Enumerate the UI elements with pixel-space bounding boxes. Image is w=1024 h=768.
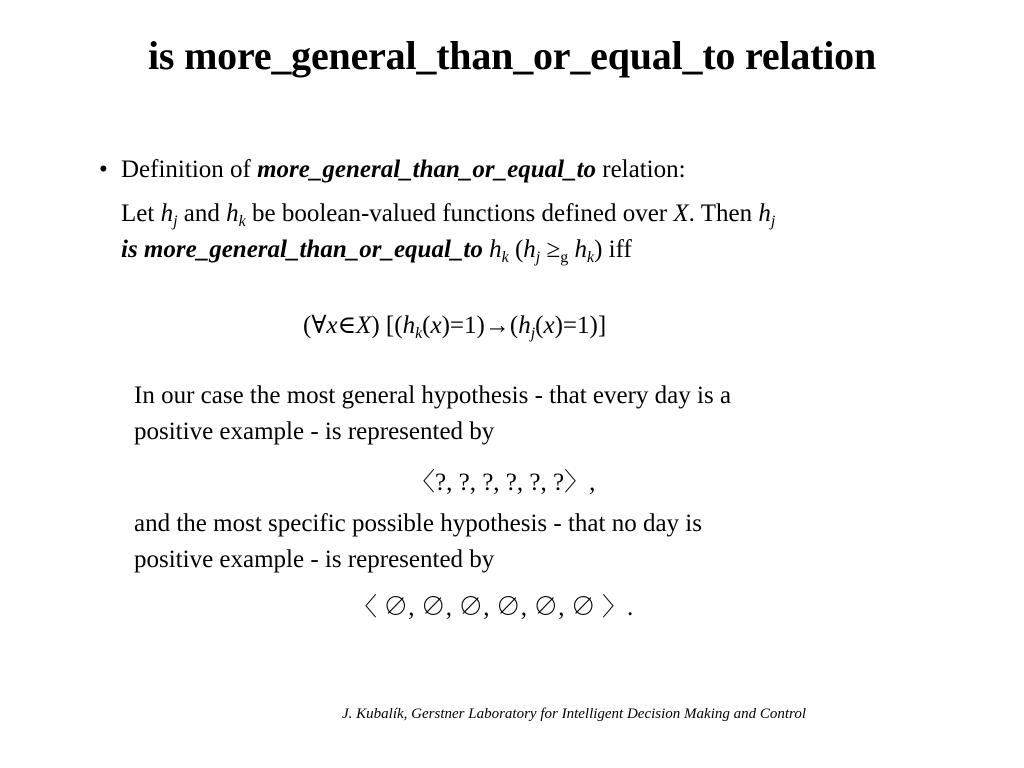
bullet-intro-suffix: relation: xyxy=(596,156,686,183)
definition-formula: (∀x∈X) $[(h_k(x)=1)\to(h_j(x)=1)]$ xyxy=(303,312,607,342)
definition-paragraph xyxy=(121,196,775,268)
bullet-icon: • xyxy=(99,156,108,183)
case-line-1: In our case the most general hypothesis - that every day is a xyxy=(134,382,732,409)
case-paragraph-general xyxy=(134,378,731,450)
footer-credit: J. Kubalík, Gerstner Laboratory for Intelligent Decision Making and Control xyxy=(342,706,806,722)
slide-title: is more_general_than_or_equal_to relation xyxy=(147,33,877,78)
bullet-intro-term: more_general_than_or_equal_to xyxy=(257,156,597,183)
most-general-hypothesis: 〈?, ?, ?, ?, ?, ?〉, xyxy=(410,469,596,496)
case-line-4: positive example - is represented by xyxy=(134,546,495,573)
most-specific-hypothesis: 〈 ∅, ∅, ∅, ∅, ∅, ∅ 〉. xyxy=(352,594,634,621)
case-paragraph-specific xyxy=(134,506,702,578)
case-line-3: and the most specific possible hypothesis - that no day is xyxy=(134,510,702,537)
case-line-2: positive example - is represented by xyxy=(134,418,495,445)
definition-line-1: Let $h_j$ and $h_k$ be boolean-valued functions defined over X. Then $h_j$ xyxy=(121,200,776,230)
bullet-definition xyxy=(99,154,686,186)
definition-line-2: is more_general_than_or_equal_to $h_k$ ($h_j \ge_g$ $h_k$) iff xyxy=(121,236,632,266)
bullet-intro-prefix: Definition of xyxy=(121,156,258,183)
